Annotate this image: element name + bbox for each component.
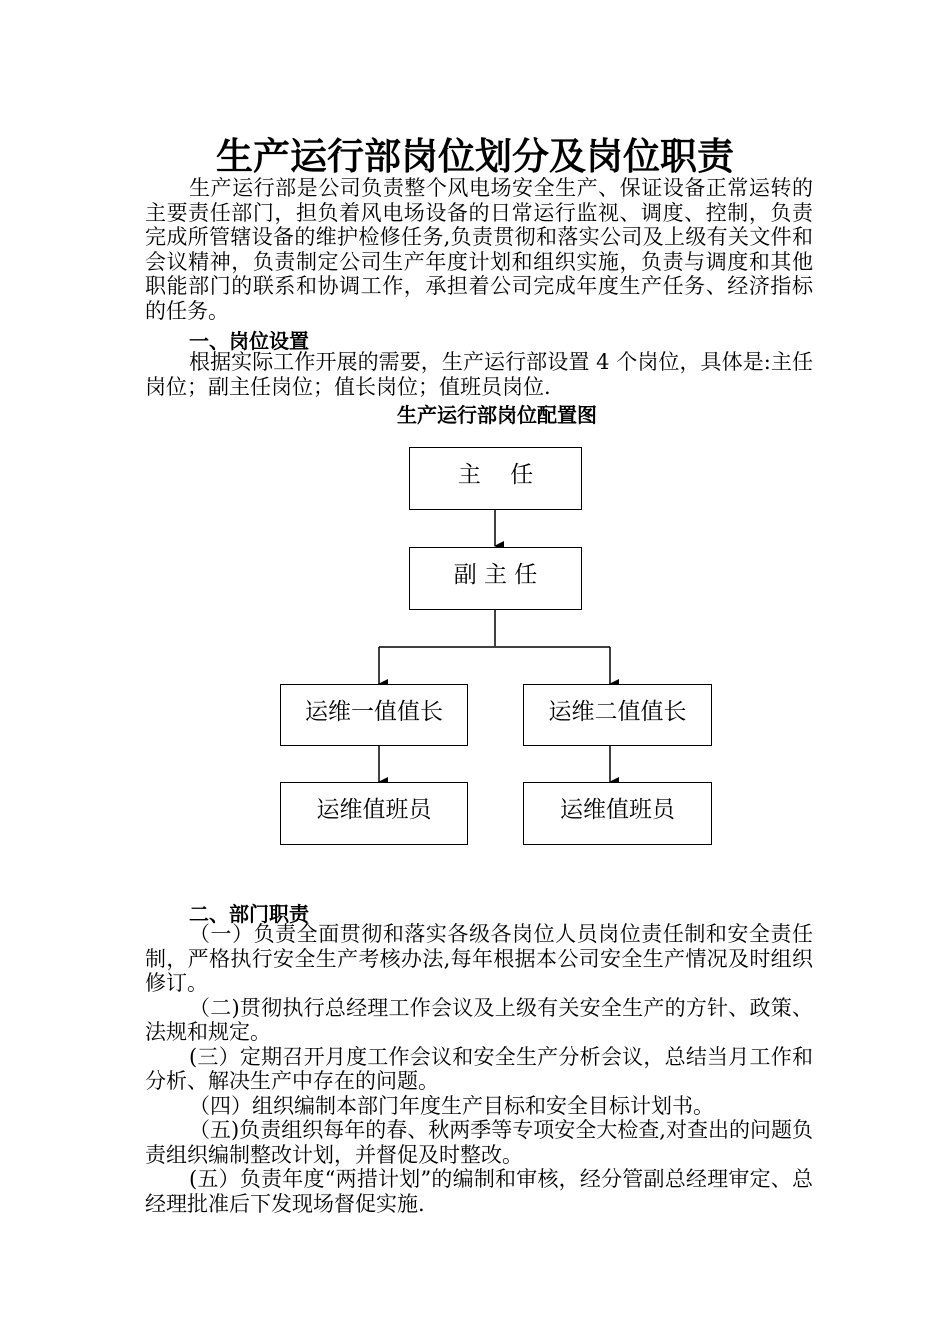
operator-1-label: 运维值班员 <box>316 797 432 823</box>
section2-list <box>145 922 813 1216</box>
duty-item: (三）定期召开月度工作会议和安全生产分析会议，总结当月工作和分析、解决生产中存在的问题。 <box>145 1044 813 1093</box>
duty-item: （一）负责全面贯彻和落实各级各岗位人员岗位责任制和安全责任制，严格执行安全生产考核办法,每年根据本公司安全生产情况及时组织修订。 <box>145 922 813 995</box>
shift-lead-1-box <box>280 684 468 746</box>
duty-item: (五）负责年度“两措计划”的编制和审核，经分管副总经理审定、总经理批准后下发现场督促实施. <box>145 1167 813 1216</box>
section1-heading: 一、岗位设置 <box>189 329 309 353</box>
director-label: 主 任 <box>457 462 534 488</box>
intro-text: 生产运行部是公司负责整个风电场安全生产、保证设备正常运转的主要责任部门，担负着风电场设备的日常运行监视、调度、控制，负责完成所管辖设备的维护检修任务,负责贯彻和落实公司及上级有关文件和会议精神，负责制定公司生产年度计划和组织实施，负责与调度和其他职能部门的联系和协调工作，承担着公司完成年度生产任务、经济指标的任务。 <box>145 176 813 323</box>
deputy-box <box>409 547 582 610</box>
director-box <box>409 447 582 510</box>
duty-item: （四）组织编制本部门年度生产目标和安全目标计划书。 <box>189 1093 714 1118</box>
operator-2-box <box>523 782 712 845</box>
section2-heading: 二、部门职责 <box>189 902 309 926</box>
shift-lead-2-box <box>523 684 712 746</box>
shift-lead-2-label: 运维二值值长 <box>548 699 687 725</box>
duty-item: （五)负责组织每年的春、秋两季等专项安全大检查,对查出的问题负责组织编制整改计划，并督促及时整改。 <box>145 1118 813 1167</box>
shift-lead-1-label: 运维一值值长 <box>305 699 443 725</box>
section1-text: 根据实际工作开展的需要，生产运行部设置 4 个岗位，具体是:主任岗位；副主任岗位；值长岗位；值班员岗位. <box>145 350 813 399</box>
operator-1-box <box>280 782 468 845</box>
deputy-label: 副 主 任 <box>453 562 538 588</box>
org-chart-title: 生产运行部岗位配置图 <box>397 403 597 427</box>
duty-item: （二)贯彻执行总经理工作会议及上级有关安全生产的方针、政策、法规和规定。 <box>145 995 813 1044</box>
operator-2-label: 运维值班员 <box>560 797 675 823</box>
page-title: 生产运行部岗位划分及岗位职责 <box>216 135 734 178</box>
